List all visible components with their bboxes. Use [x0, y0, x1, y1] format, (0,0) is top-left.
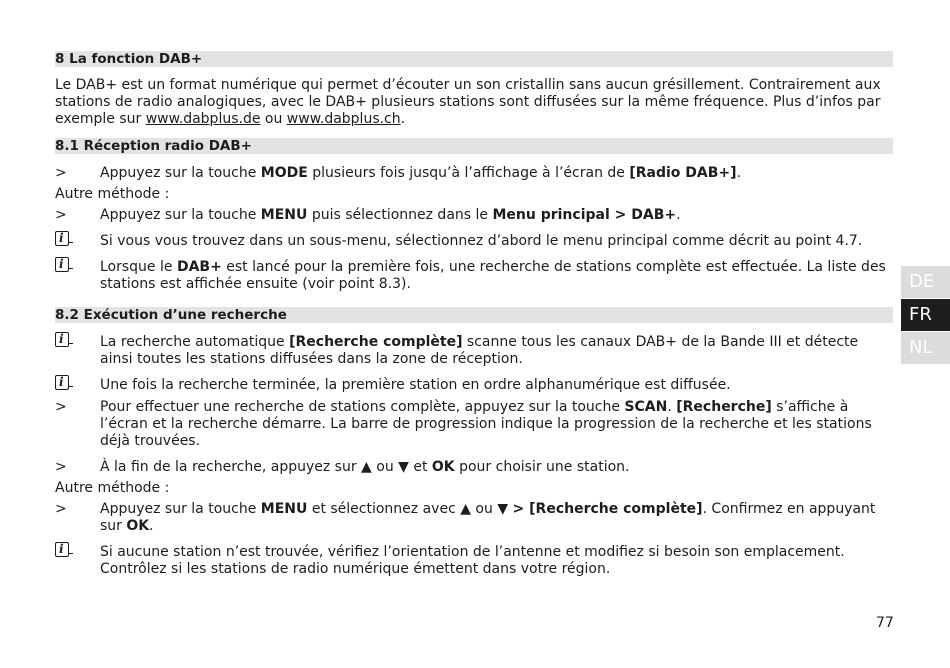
step-text: Pour effectuer une recherche de stations complète, appuyez sur la touche	[100, 399, 625, 415]
section-heading-8-2: 8.2 Exécution d’une recherche	[55, 307, 893, 323]
intro-or: ou	[260, 111, 287, 127]
info-text: est lancé pour la première fois, une recherche de stations complète est effectuée. La liste des stations est affichée ensuite (voir point 8.3).	[100, 259, 886, 292]
step-text: et sélectionnez avec ▲ ou ▼	[307, 501, 513, 517]
step-marker: >	[55, 459, 67, 475]
info-row	[55, 377, 893, 394]
key-ok: OK	[431, 459, 455, 475]
step-marker: >	[55, 165, 67, 181]
section-heading-8: 8 La fonction DAB+	[55, 51, 893, 67]
intro-paragraph	[55, 77, 893, 128]
info-icon	[55, 231, 69, 246]
step-text: Appuyez sur la touche	[100, 165, 261, 181]
step-row	[55, 459, 893, 476]
page-number: 77	[876, 615, 894, 631]
section-heading-8-1: 8.1 Réception radio DAB+	[55, 138, 893, 154]
step-text: .	[667, 399, 677, 415]
step-text: À la fin de la recherche, appuyez sur ▲ ou ▼ et	[100, 459, 432, 475]
info-icon	[55, 332, 69, 347]
step-text: . Confirmez en appuyant sur	[100, 501, 876, 534]
step-text: plusieurs fois jusqu’à l’affichage à l’écran de	[307, 165, 630, 181]
key-mode: MODE	[260, 165, 308, 181]
info-row	[55, 544, 893, 578]
manual-page	[55, 51, 893, 578]
step-row	[55, 501, 893, 535]
key-scan: SCAN	[624, 399, 668, 415]
menu-path: Menu principal > DAB+	[492, 207, 677, 223]
step-row	[55, 399, 893, 450]
info-text: Si aucune station n’est trouvée, vérifiez l’orientation de l’antenne et modifiez si besoin son emplacement. Contrôlez si les stations de radio numérique émettent dans votre région.	[100, 544, 845, 577]
info-text: Une fois la recherche terminée, la première station en ordre alphanumérique est diffusée.	[100, 377, 731, 393]
info-text: Lorsque le	[100, 259, 177, 275]
menu-path: > [Recherche complète]	[512, 501, 703, 517]
step-text: pour choisir une station.	[454, 459, 630, 475]
lang-tab-nl[interactable]: NL	[901, 332, 950, 364]
alternative-label: Autre méthode :	[55, 186, 170, 202]
info-text: La recherche automatique	[100, 334, 290, 350]
info-text: scanne tous les canaux DAB+ de la Bande III et détecte ainsi toutes les stations diffusées dans la zone de réception.	[100, 334, 859, 367]
step-row	[55, 165, 893, 182]
dab-label: DAB+	[176, 259, 222, 275]
key-ok: OK	[126, 518, 150, 534]
alternative-label: Autre méthode :	[55, 480, 170, 496]
info-icon	[55, 257, 69, 272]
step-marker: >	[55, 501, 67, 517]
info-icon	[55, 375, 69, 390]
step-marker: >	[55, 207, 67, 223]
info-text: Si vous vous trouvez dans un sous-menu, sélectionnez d’abord le menu principal comme décrit au point 4.7.	[100, 233, 863, 249]
info-row	[55, 233, 893, 250]
screen-label: [Recherche complète]	[289, 334, 463, 350]
step-text: .	[149, 518, 154, 534]
intro-end: .	[400, 111, 406, 127]
step-text: puis sélectionnez dans le	[307, 207, 493, 223]
link-dabplus-de[interactable]: www.dabplus.de	[145, 111, 261, 127]
step-marker: >	[55, 399, 67, 415]
screen-label: [Recherche]	[676, 399, 772, 415]
link-dabplus-ch[interactable]: www.dabplus.ch	[286, 111, 401, 127]
info-icon	[55, 542, 69, 557]
screen-label: [Radio DAB+]	[629, 165, 737, 181]
info-row	[55, 334, 893, 368]
key-menu: MENU	[260, 501, 308, 517]
step-text: Appuyez sur la touche	[100, 207, 261, 223]
step-text: .	[676, 207, 681, 223]
key-menu: MENU	[260, 207, 308, 223]
lang-tab-fr[interactable]: FR	[901, 299, 950, 331]
step-text: s’affiche à l’écran et la recherche démarre. La barre de progression indique la progression de la recherche et les stations déjà trouvées.	[100, 399, 872, 449]
step-text: Appuyez sur la touche	[100, 501, 261, 517]
step-row	[55, 207, 893, 224]
step-text: .	[736, 165, 742, 181]
lang-tab-de[interactable]: DE	[901, 266, 950, 298]
intro-text: Le DAB+ est un format numérique qui permet d’écouter un son cristallin sans aucun grésillement. Contrairement aux stations de radio analogiques, avec le DAB+ plusieurs stations sont diffusées sur la même fréquence. Plus d’infos par exemple sur	[55, 77, 881, 127]
info-row	[55, 259, 893, 293]
